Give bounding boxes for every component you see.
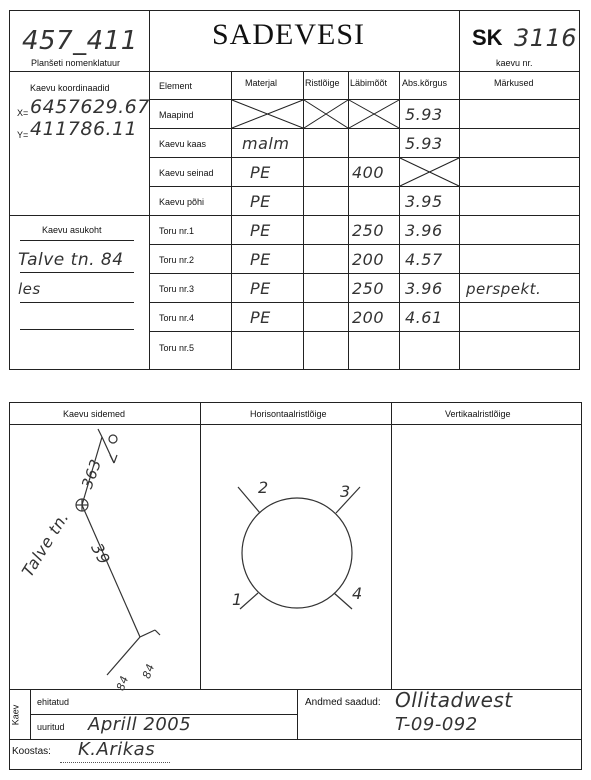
- header-abs-korgus: Abs.kõrgus: [402, 78, 448, 88]
- pipe-label: 3: [340, 482, 351, 501]
- cell-materjal: PE: [250, 221, 271, 240]
- cell-materjal: PE: [250, 192, 271, 211]
- header-element: Element: [159, 81, 193, 91]
- kaevu-prefix: SK: [472, 25, 503, 50]
- cell-abs: 3.96: [405, 221, 443, 240]
- header-ristloige: Ristlõige: [305, 78, 340, 88]
- row-element: Maapind: [159, 110, 194, 120]
- location-line2: les: [18, 280, 41, 298]
- cell-labimoot: 200: [352, 250, 385, 269]
- row-element: Toru nr.3: [159, 284, 195, 294]
- cell-materjal: PE: [250, 279, 271, 298]
- x-label: X=: [17, 108, 29, 118]
- andmed-value1: Ollitadwest: [395, 688, 513, 712]
- coords-label: Kaevu koordinaadid: [30, 83, 110, 93]
- header-markused: Märkused: [494, 78, 534, 88]
- cell-abs: 3.95: [405, 192, 443, 211]
- cell-abs: 5.93: [405, 134, 443, 153]
- uuritud-value: Aprill 2005: [88, 714, 192, 735]
- row-element: Toru nr.1: [159, 226, 195, 236]
- pipe-label: 1: [232, 590, 243, 609]
- sketch-house-a: 84: [114, 673, 132, 693]
- pipe-label: 4: [352, 584, 363, 603]
- cell-abs: 3.96: [405, 279, 443, 298]
- sketch-num-b: 39: [87, 540, 115, 568]
- header-vertikaal: Vertikaalristlõige: [445, 409, 511, 419]
- cell-abs: 4.61: [405, 308, 443, 327]
- header-labimoot: Läbimõõt: [350, 78, 388, 88]
- ehitatud-label: ehitatud: [37, 697, 70, 707]
- andmed-value2: T-09-092: [395, 714, 478, 735]
- uuritud-label: uuritud: [37, 722, 65, 732]
- cell-labimoot: 250: [352, 279, 385, 298]
- header-sidemed: Kaevu sidemed: [63, 409, 126, 419]
- koostas-value: K.Arikas: [78, 739, 156, 760]
- header-materjal: Materjal: [245, 78, 278, 88]
- row-element: Toru nr.2: [159, 255, 195, 265]
- row-element: Toru nr.4: [159, 313, 195, 323]
- horizontal-section: [200, 425, 391, 689]
- x-coordinate: 6457629.67: [30, 96, 150, 118]
- sketch-street: Talve tn.: [18, 508, 73, 581]
- kaevu-number: 3116: [514, 24, 578, 52]
- y-coordinate: 411786.11: [30, 118, 138, 140]
- cell-labimoot: 200: [352, 308, 385, 327]
- row-element: Kaevu põhi: [159, 197, 205, 207]
- koostas-label: Koostas:: [12, 746, 51, 757]
- cell-labimoot: 400: [352, 163, 385, 182]
- cell-materjal: malm: [242, 134, 290, 153]
- cell-materjal: PE: [250, 308, 271, 327]
- row-element: Kaevu seinad: [159, 168, 214, 178]
- nomenklatuur-label: Planšeti nomenklatuur: [31, 58, 121, 68]
- signature-line: [60, 762, 170, 763]
- cross-out-marks: [0, 0, 591, 380]
- kaevu-label: kaevu nr.: [496, 58, 533, 68]
- location-label: Kaevu asukoht: [42, 225, 102, 235]
- sketch-num-a: 363: [78, 456, 106, 492]
- cell-markused: perspekt.: [466, 280, 542, 298]
- row-element: Toru nr.5: [159, 343, 195, 353]
- divider: [391, 402, 392, 689]
- row-element: Kaevu kaas: [159, 139, 207, 149]
- andmed-label: Andmed saadud:: [305, 697, 381, 708]
- cell-abs: 5.93: [405, 105, 443, 124]
- sketch-house-b: 84: [140, 661, 158, 681]
- pipe-label: 2: [258, 478, 269, 497]
- divider: [297, 689, 298, 739]
- header-horisontaal: Horisontaalristlõige: [250, 409, 327, 419]
- cell-materjal: PE: [250, 250, 271, 269]
- cell-materjal: PE: [250, 163, 271, 182]
- nomenklatuur-value: 457_411: [22, 26, 138, 56]
- cell-abs: 4.57: [405, 250, 443, 269]
- cell-labimoot: 250: [352, 221, 385, 240]
- location-line1: Talve tn. 84: [18, 250, 124, 270]
- kaev-label: Kaev: [10, 704, 21, 726]
- y-label: Y=: [17, 130, 29, 140]
- page-title: SADEVESI: [212, 18, 366, 51]
